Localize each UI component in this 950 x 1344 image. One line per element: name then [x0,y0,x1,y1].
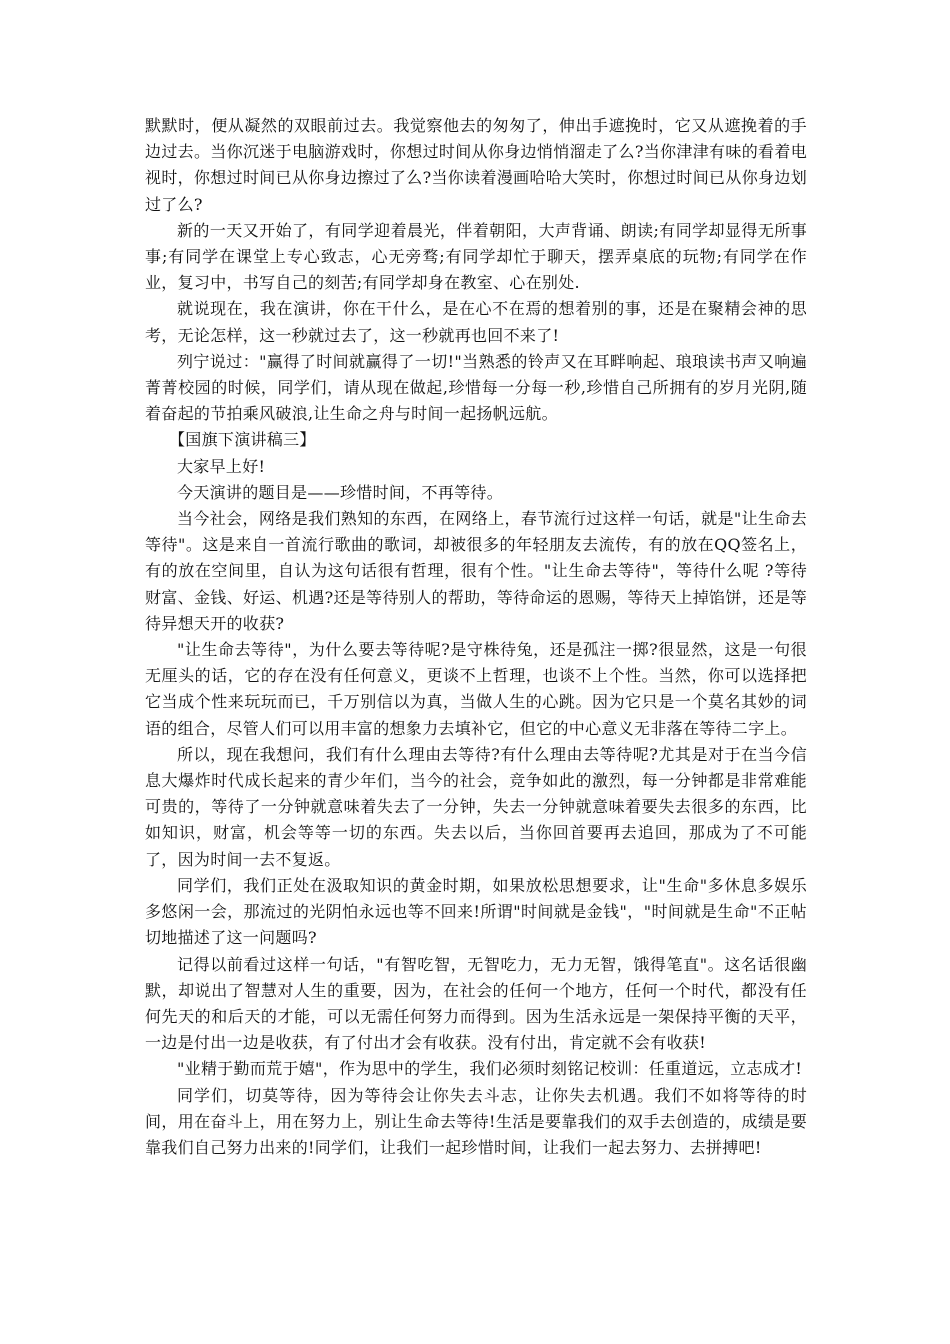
paragraph: 同学们，我们正处在汲取知识的黄金时期，如果放松思想要求，让"生命"多休息多娱乐多悠闲一会，那流过的光阴怕永远也等不回来!所谓"时间就是金钱"，"时间就是生命"不正帖切地描述了这一问题吗? [145,875,807,948]
paragraph: 记得以前看过这样一句话，"有智吃智，无智吃力，无力无智，饿得笔直"。这名话很幽默，却说出了智慧对人生的重要，因为，在社会的任何一个地方，任何一个时代，都没有任何先天的和后天的才能，可以无需任何努力而得到。因为生活永远是一架保持平衡的天平，一边是付出一边是收获，有了付出才会有收获。没有付出，肯定就不会有收获! [145,954,807,1053]
speech-topic: 今天演讲的题目是——珍惜时间，不再等待。 [177,482,504,502]
section-heading: 【国旗下演讲稿三】 [169,430,316,450]
document-body [145,113,807,1161]
paragraph: 新的一天又开始了，有同学迎着晨光，伴着朝阳，大声背诵、朗读;有同学却显得无所事事;有同学在课堂上专心致志，心无旁骛;有同学却忙于聊天，摆弄桌底的玩物;有同学在作业，复习中，书写自己的刻苦;有同学却身在教室、心在别处. [145,220,807,293]
paragraph: 同学们，切莫等待，因为等待会让你失去斗志，让你失去机遇。我们不如将等待的时间，用在奋斗上，用在努力上，别让生命去等待!生活是要靠我们的双手去创造的，成绩是要靠我们自己努力出来的!同学们，让我们一起珍惜时间，让我们一起去努力、去拼搏吧! [145,1085,807,1157]
paragraph: "业精于勤而荒于嬉"，作为思中的学生，我们必须时刻铭记校训：任重道远，立志成才! [177,1059,803,1079]
paragraph: 所以，现在我想问，我们有什么理由去等待?有什么理由去等待呢?尤其是对于在当今信息大爆炸时代成长起来的青少年们，当今的社会，竞争如此的激烈，每一分钟都是非常难能可贵的，等待了一分钟就意味着失去了一分钟，失去一分钟就意味着要失去很多的东西，比如知识，财富，机会等等一切的东西。失去以后，当你回首要再去追回，那成为了不可能了，因为时间一去不复返。 [145,744,807,869]
paragraph: 列宁说过："赢得了时间就赢得了一切!"当熟悉的铃声又在耳畔响起、琅琅读书声又响遍菁菁校园的时候，同学们，请从现在做起,珍惜每一分每一秒,珍惜自己所拥有的岁月光阴,随着奋起的节拍乘风破浪,让生命之舟与时间一起扬帆远航。 [145,351,807,424]
greeting: 大家早上好! [177,456,266,476]
paragraph: "让生命去等待"，为什么要去等待呢?是守株待兔，还是孤注一掷?很显然，这是一句很无厘头的话，它的存在没有任何意义，更谈不上哲理，也谈不上个性。当然，你可以选择把它当成个性来玩玩而已，千万别信以为真，当做人生的心跳。因为它只是一个莫名其妙的词语的组合，尽管人们可以用丰富的想象力去填补它，但它的中心意义无非落在等待二字上。 [145,640,807,738]
paragraph: 就说现在，我在演讲，你在干什么，是在心不在焉的想着别的事，还是在聚精会神的思考，无论怎样，这一秒就过去了，这一秒就再也回不来了! [145,299,807,345]
paragraph: 当今社会，网络是我们熟知的东西，在网络上，春节流行过这样一句话，就是"让生命去等待"。这是来自一首流行歌曲的歌词，却被很多的年轻朋友去流传，有的放在QQ签名上，有的放在空间里，自认为这句话很有哲理，很有个性。"让生命去等待"，等待什么呢 ?等待财富、金钱、好运、机遇?还是等待别人的帮助，等待命运的恩赐，等待天上掉馅饼，还是等待异想天开的收获? [145,509,807,633]
paragraph-continued: 默默时，便从凝然的双眼前过去。我觉察他去的匆匆了，伸出手遮挽时，它又从遮挽着的手边过去。当你沉迷于电脑游戏时，你想过时间从你身边悄悄溜走了么?当你津津有味的看着电视时，你想过时间已从你身边擦过了么?当你读着漫画哈哈大笑时，你想过时间已从你身边划过了么? [145,116,807,214]
